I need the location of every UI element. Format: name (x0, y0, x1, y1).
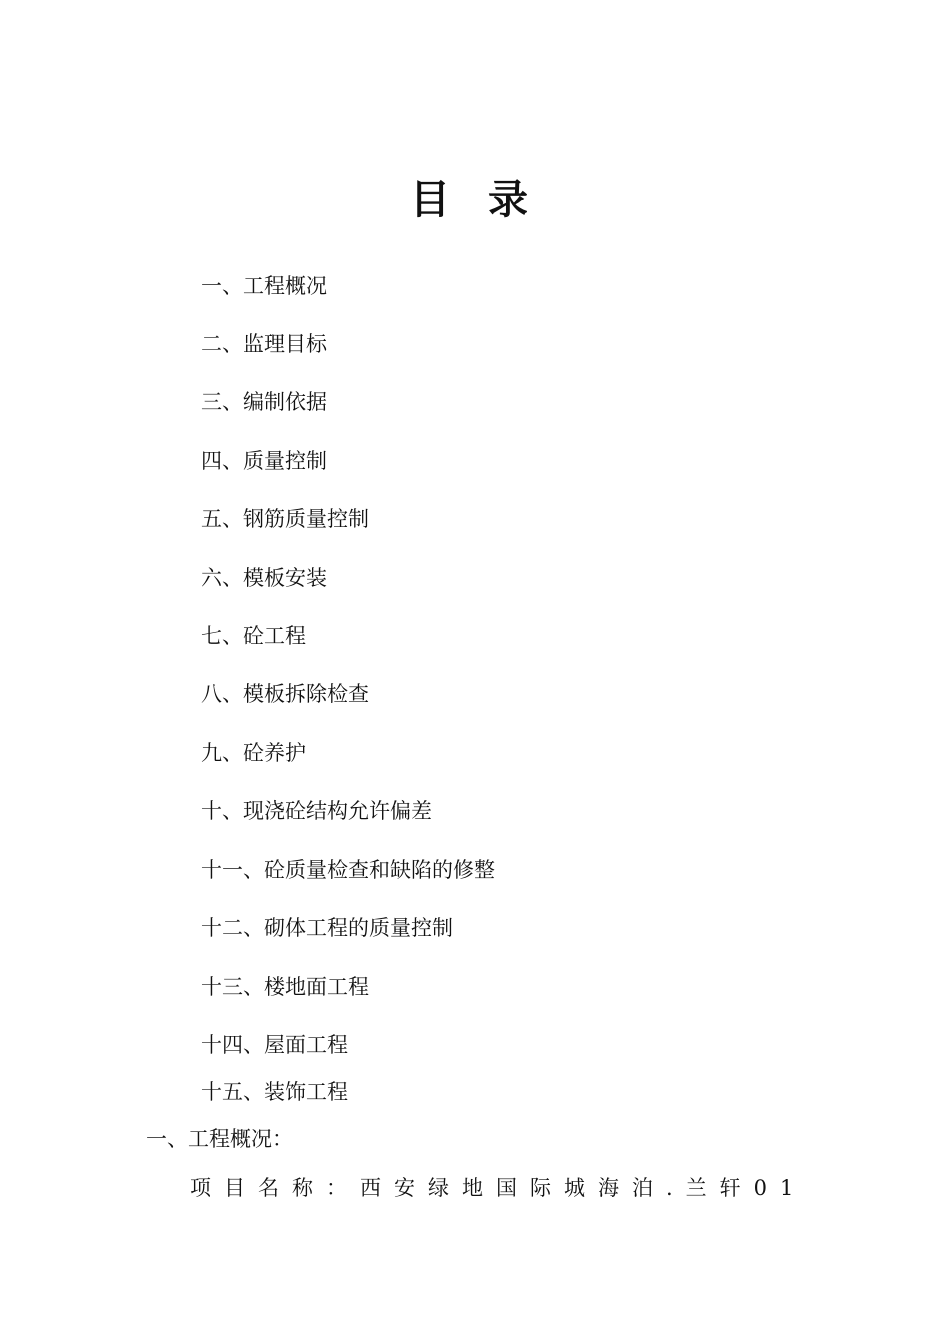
toc-item: 七、砼工程 (201, 624, 306, 648)
toc-item: 十一、砼质量检查和缺陷的修整 (201, 858, 495, 882)
toc-item: 八、模板拆除检查 (201, 682, 369, 706)
section-heading: 一、工程概况： (146, 1127, 293, 1151)
toc-item: 十二、砌体工程的质量控制 (201, 916, 453, 940)
toc-item: 四、质量控制 (201, 449, 327, 473)
toc-item: 九、砼养护 (201, 741, 306, 765)
toc-item: 六、模板安装 (201, 566, 327, 590)
toc-item: 十五、装饰工程 (201, 1080, 348, 1104)
project-name-line: 项目名称：西安绿地国际城海泊.兰轩01 (190, 1176, 807, 1200)
toc-title: 目 录 (410, 176, 540, 223)
toc-item: 十四、屋面工程 (201, 1033, 348, 1057)
toc-item: 三、编制依据 (201, 390, 327, 414)
toc-item: 二、监理目标 (201, 332, 327, 356)
toc-item: 五、钢筋质量控制 (201, 507, 369, 531)
toc-item: 一、工程概况 (201, 274, 327, 298)
toc-item: 十、现浇砼结构允许偏差 (201, 799, 432, 823)
toc-item: 十三、楼地面工程 (201, 975, 369, 999)
